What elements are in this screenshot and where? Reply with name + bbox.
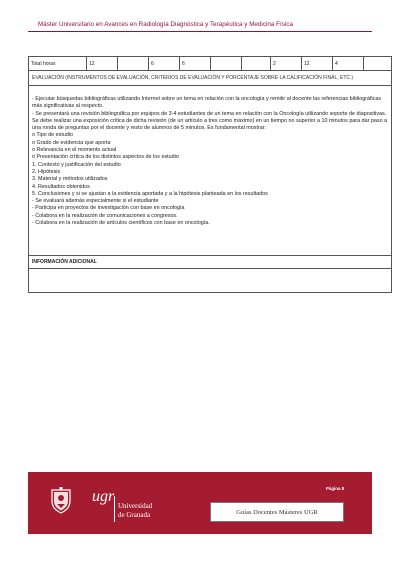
hours-cell xyxy=(242,57,271,71)
info-body-row xyxy=(29,269,392,293)
evaluation-body-row xyxy=(29,86,392,256)
guides-label-box: Guías Docentes Másteres UGR xyxy=(210,502,344,522)
logo-divider xyxy=(114,496,115,522)
hours-cell xyxy=(118,57,149,71)
total-hours-row xyxy=(29,57,392,71)
evaluation-line: o Grado de evidencia que aporta xyxy=(32,139,111,146)
hours-cell: 12 xyxy=(87,57,118,71)
evaluation-line: - Se presentará una revisión bibliográfica por equipos de 3-4 estudiantes de un tema en relación con la Oncología utilizando soporte de diapositivas. Se debe realizar una exposición crítica de dicha revisión (de un artículo a tres como máximo) en un tiempo no superior a 10 minutos para dar paso a una ronda de preguntas por el docente y resto de alumnos de 5 minutos. Es fundamental mostrar: xyxy=(32,110,388,132)
hours-cell: 4 xyxy=(333,57,364,71)
evaluation-line: - Colabora en la realización de artículos científicos con base en oncología. xyxy=(32,220,210,227)
course-info-table xyxy=(28,56,392,293)
additional-info-title: INFORMACIÓN ADICIONAL xyxy=(29,256,392,269)
evaluation-line: 4. Resultados obtenidos xyxy=(32,183,90,190)
university-name-line1: Universidad xyxy=(118,502,153,510)
hours-cell xyxy=(211,57,242,71)
evaluation-line: - Participa en proyectos de investigación con base en oncología xyxy=(32,205,185,212)
evaluation-line: o Tipo de estudio xyxy=(32,132,74,139)
evaluation-line: - Se evaluará además especialmente si el estudiante xyxy=(32,198,159,205)
hours-cell: Total horas xyxy=(29,57,87,71)
evaluation-line: 5. Conclusiones y si se ajustan a la evidencia aportada y a la hipótesis planteada en los resultados xyxy=(32,190,268,197)
hours-cell: 6 xyxy=(180,57,211,71)
additional-info-body xyxy=(29,269,392,293)
university-crest-icon xyxy=(50,486,72,514)
header-divider xyxy=(28,31,372,32)
hours-cell: 12 xyxy=(302,57,333,71)
evaluation-line: 1. Contexto y justificación del estudio xyxy=(32,161,121,168)
hours-cell xyxy=(364,57,392,71)
evaluation-heading-row xyxy=(29,71,392,86)
page-number: Página 8 xyxy=(326,486,345,491)
evaluation-heading: EVALUACIÓN (INSTRUMENTOS DE EVALUACIÓN, CRITERIOS DE EVALUACIÓN Y PORCENTAJE SOBRE LA CALIFICACIÓN FINAL, ETC.) xyxy=(29,71,392,86)
hours-cell: 2 xyxy=(271,57,302,71)
evaluation-line: o Relevancia en el momento actual xyxy=(32,147,117,154)
evaluation-line: 3. Material y métodos utilizados xyxy=(32,176,108,183)
university-name-line2: de Granada xyxy=(118,511,151,519)
evaluation-line: - Colabora en la realización de comunicaciones a congresos. xyxy=(32,212,178,219)
evaluation-line: 2. Hipótesis xyxy=(32,168,61,175)
evaluation-line: - Ejecutar búsquedas bibliográficas utilizando Internet sobre un tema en relación con la oncología y remitir al docente las referencias bibliográficas más significativas al respecto. xyxy=(32,96,382,110)
hours-cell: 6 xyxy=(149,57,180,71)
page-footer xyxy=(28,472,372,534)
evaluation-body xyxy=(29,86,392,256)
info-title-row xyxy=(29,256,392,269)
evaluation-line: o Presentación crítica de los distintos aspectos de los estudio xyxy=(32,154,179,161)
page-header-title: Máster Universitario en Avances en Radiología Diagnóstica y Terapéutica y Medicina Física xyxy=(38,21,293,28)
ugr-logo-text: ugr xyxy=(92,488,115,505)
